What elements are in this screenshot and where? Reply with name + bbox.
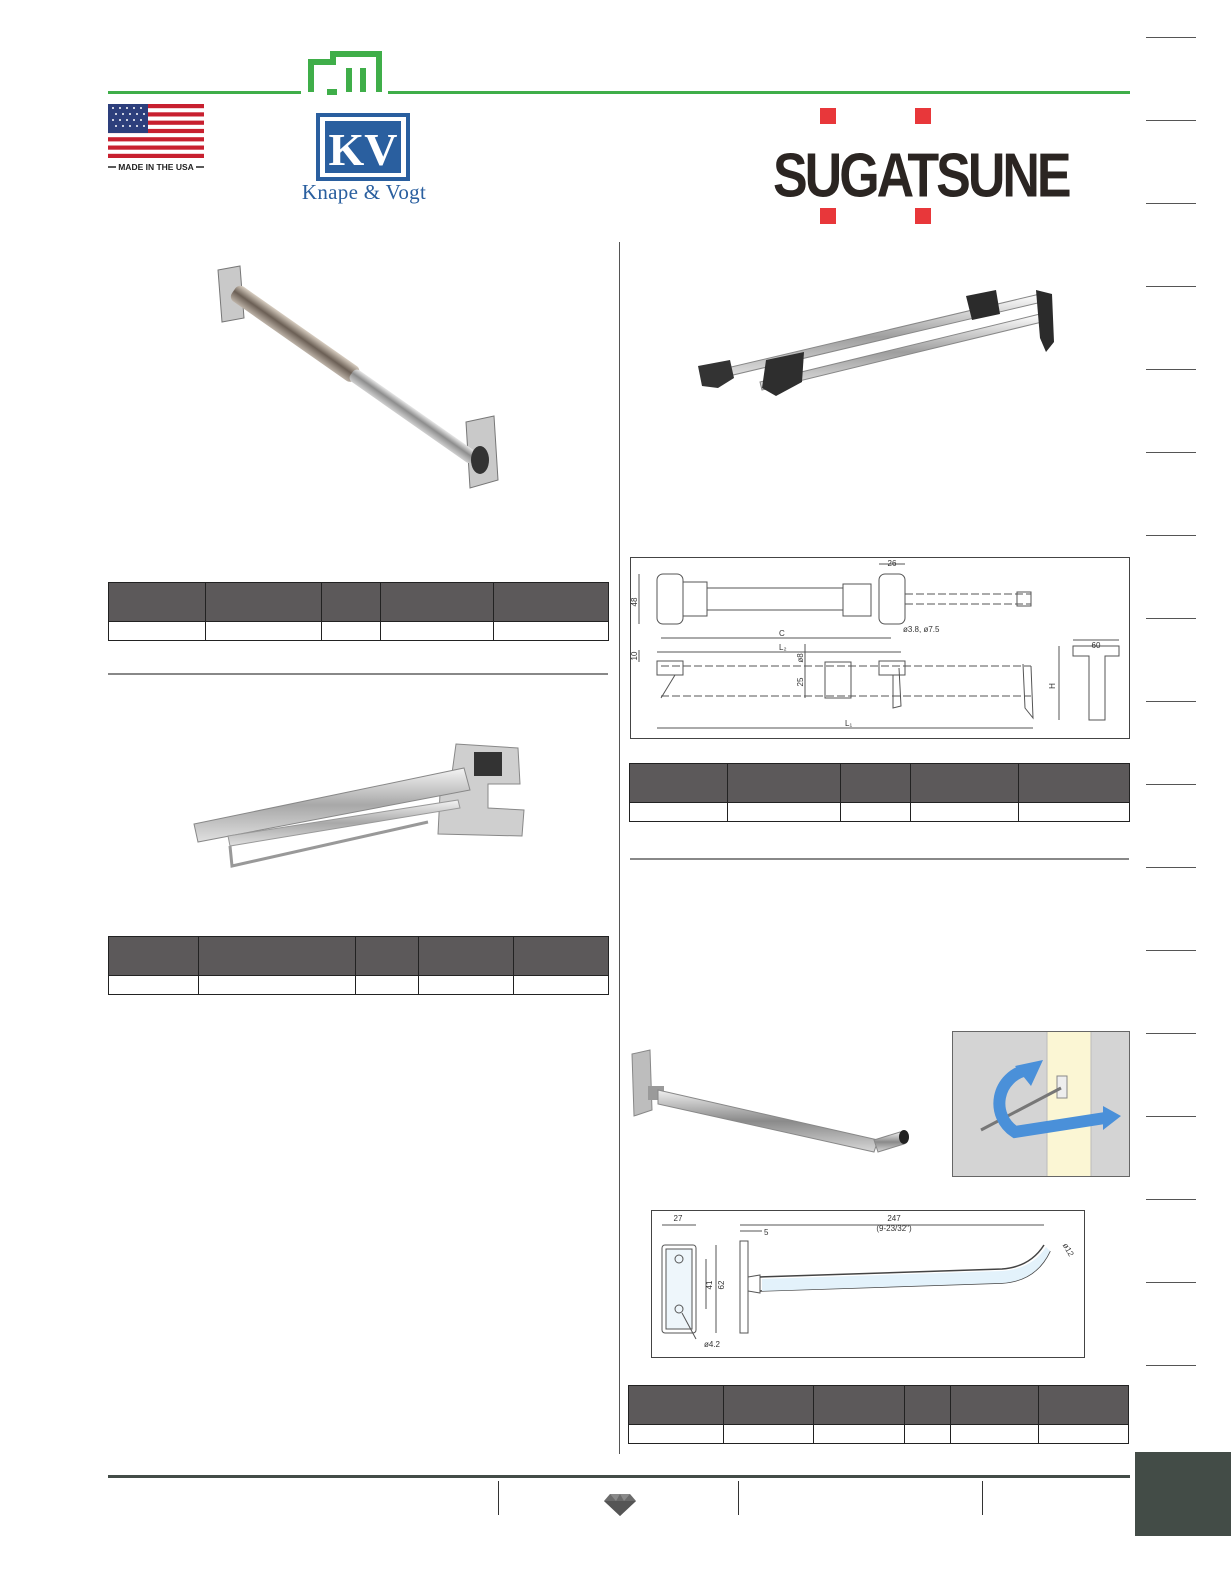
dim-label: (9-23/32") <box>876 1224 912 1233</box>
table-header-cell <box>381 583 494 622</box>
table-header-cell <box>322 583 381 622</box>
dim-label: 25 <box>796 677 805 687</box>
table-header-cell <box>356 937 419 976</box>
dim-label: ø8 <box>796 653 805 663</box>
index-tick <box>1146 1033 1196 1034</box>
sugatsune-brand-name: SUGATSUNE <box>773 141 1069 211</box>
dim-label: 41 <box>705 1280 714 1290</box>
header-rule-left <box>108 91 301 94</box>
header-rule-right <box>388 91 1130 94</box>
column-divider <box>619 242 620 1454</box>
dim-label: 60 <box>1091 641 1101 650</box>
dim-label: ø4.2 <box>704 1340 721 1349</box>
usa-flag-icon <box>108 104 204 174</box>
dim-label: 247 <box>887 1214 901 1223</box>
table-header-cell <box>814 1386 905 1425</box>
footer-divider <box>738 1481 739 1515</box>
dim-label: ø3.8, ø7.5 <box>903 625 940 634</box>
dim-label: ø12 <box>1060 1241 1076 1258</box>
section-rule <box>108 673 608 675</box>
footer-divider <box>498 1481 499 1515</box>
hook-dimension-diagram <box>651 1210 1085 1358</box>
kv-emblem-icon <box>281 113 447 183</box>
index-tick <box>1146 452 1196 453</box>
table-row <box>629 1425 1129 1444</box>
cm-logo-icon <box>305 48 385 96</box>
index-tick <box>1146 286 1196 287</box>
valet-rod-spec-table <box>108 936 609 995</box>
index-tick <box>1146 369 1196 370</box>
dim-label: L₁ <box>845 719 853 728</box>
table-header-cell <box>629 1386 724 1425</box>
index-tick <box>1146 1199 1196 1200</box>
table-header-cell <box>841 764 911 803</box>
table-header-cell <box>630 764 728 803</box>
table-header-cell <box>109 583 206 622</box>
index-tick <box>1146 1365 1196 1366</box>
table-header-cell <box>951 1386 1039 1425</box>
dim-label: 10 <box>630 651 639 661</box>
index-tick <box>1146 203 1196 204</box>
table-header-cell <box>1019 764 1130 803</box>
index-tick <box>1146 1116 1196 1117</box>
table-header-cell <box>199 937 356 976</box>
table-header-cell <box>419 937 514 976</box>
swivel-hook-image <box>628 1048 918 1158</box>
kv-brand-name: Knape & Vogt <box>301 180 427 204</box>
index-tick <box>1146 1282 1196 1283</box>
logo-square <box>915 108 931 124</box>
dim-label: 5 <box>764 1228 769 1237</box>
rotation-illustration <box>952 1031 1130 1177</box>
index-tick <box>1146 784 1196 785</box>
valet-rod-image <box>188 738 528 873</box>
footer-rule <box>108 1475 1130 1478</box>
index-tick <box>1146 867 1196 868</box>
dim-label: 26 <box>887 559 897 568</box>
hook-spec-table <box>628 1385 1129 1444</box>
rack-spec-table <box>629 763 1130 822</box>
kv-initials: KV <box>328 124 398 175</box>
dim-label: 62 <box>717 1280 726 1290</box>
table-header-cell <box>206 583 322 622</box>
made-in-usa-label: MADE IN THE USA <box>118 162 194 172</box>
table-header-cell <box>728 764 841 803</box>
section-tab[interactable] <box>1135 1452 1231 1536</box>
dim-label: L₂ <box>779 643 787 652</box>
dim-label: C <box>779 629 785 638</box>
dim-label: H <box>1048 683 1057 689</box>
table-row <box>109 622 609 641</box>
table-header-cell <box>905 1386 951 1425</box>
index-tick <box>1146 37 1196 38</box>
footer-divider <box>982 1481 983 1515</box>
index-tick <box>1146 701 1196 702</box>
dim-label: 48 <box>630 597 639 607</box>
rack-dimension-diagram <box>630 557 1130 739</box>
section-rule <box>630 858 1129 860</box>
table-header-cell <box>494 583 609 622</box>
index-tick <box>1146 535 1196 536</box>
table-header-cell <box>514 937 609 976</box>
closet-rod-spec-table <box>108 582 609 641</box>
table-row <box>630 803 1130 822</box>
index-tick <box>1146 120 1196 121</box>
table-header-cell <box>724 1386 814 1425</box>
kv-logo <box>281 113 447 205</box>
closet-rod-image <box>208 260 508 500</box>
table-row <box>109 976 609 995</box>
logo-square <box>820 108 836 124</box>
dim-label: 27 <box>673 1214 683 1223</box>
table-header-cell <box>1039 1386 1129 1425</box>
diamond-icon <box>604 1494 636 1516</box>
index-tick <box>1146 950 1196 951</box>
index-tick <box>1146 618 1196 619</box>
table-header-cell <box>109 937 199 976</box>
pullout-rack-image <box>690 282 1070 412</box>
table-header-cell <box>911 764 1019 803</box>
sugatsune-logo <box>773 108 1069 226</box>
